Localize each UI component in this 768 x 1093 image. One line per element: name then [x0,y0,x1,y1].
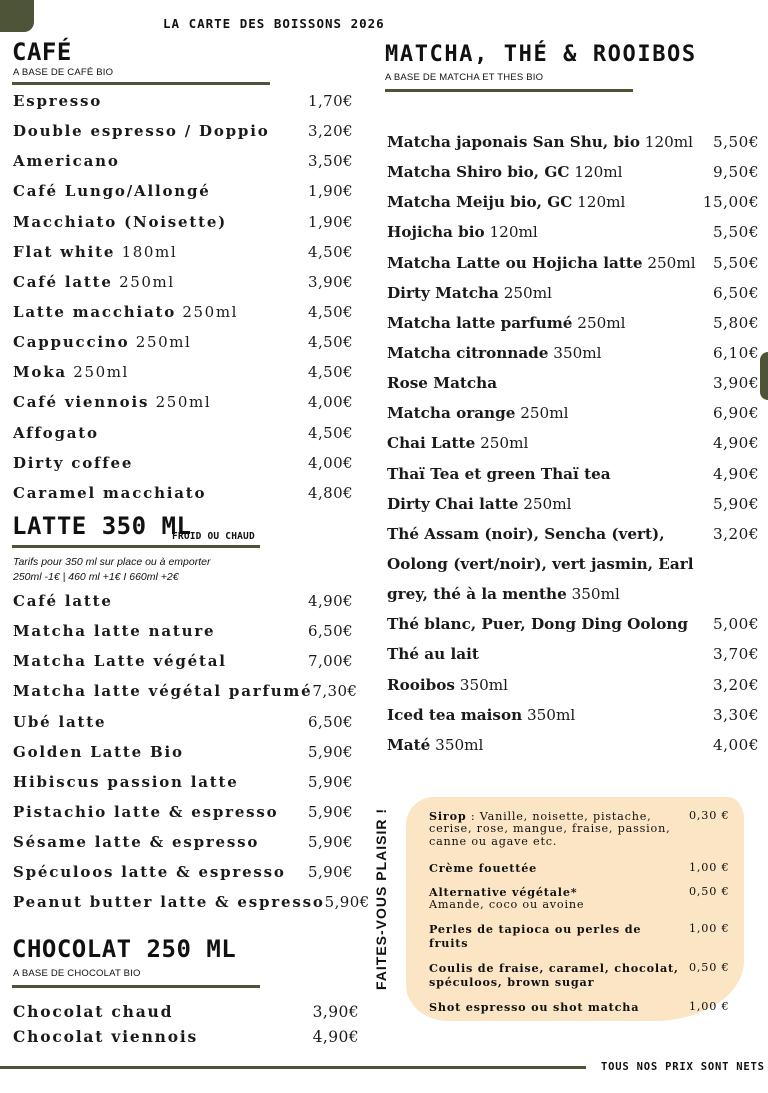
matcha-item-title: Rose Matcha [387,374,498,393]
matcha-item-price: 5,90€ [713,494,759,513]
cafe-item-title: Café viennois [13,393,150,412]
cafe-item-title: Latte macchiato [13,303,177,322]
matcha-item-title: Matcha citronnade [387,344,549,363]
matcha-item-size: 120ml [577,193,626,212]
latte-item-name [13,713,106,731]
matcha-item-name [387,404,568,422]
cafe-item [13,267,353,297]
matcha-item-size: 350ml [571,585,620,604]
cafe-item [13,237,353,267]
matcha-item-name [387,645,479,663]
extras-item-detail: : Vanille, noisette, pistache, cerise, rose, mangue, fraise, passion, canne ou agave etc. [429,810,671,848]
cafe-rule [12,82,270,85]
cafe-item-name [13,393,211,411]
extras-item-price: 0,50 € [689,884,730,898]
cafe-item [13,207,353,237]
cafe-item-name [13,424,99,442]
matcha-item-name [387,615,688,633]
latte-item-name [13,803,278,821]
matcha-item-price: 6,50€ [713,283,759,302]
matcha-item [387,519,759,549]
cafe-item-price: 4,00€ [308,393,353,412]
matcha-item-name [387,525,665,543]
matcha-item-name [387,676,508,694]
matcha-item [387,639,759,669]
cafe-item-price: 3,90€ [308,272,353,291]
extras-item-price: 1,00 € [689,922,730,936]
cafe-item-price: 1,70€ [308,92,353,111]
cafe-item-title: Double espresso / Doppio [13,122,270,141]
cafe-item [13,116,353,146]
latte-item-title: Matcha Latte végétal [13,652,227,671]
matcha-item-name [387,434,528,452]
matcha-item-name [387,736,483,754]
matcha-item-title: Chai Latte [387,434,476,453]
cafe-item-name [13,273,175,291]
matcha-item [387,549,759,579]
cafe-item [13,418,353,448]
cafe-item-price: 4,50€ [308,423,353,442]
cafe-item [13,478,353,508]
latte-item-name [13,743,184,761]
cafe-item [13,327,353,357]
cafe-subheading: A BASE DE CAFÉ BIO [13,67,114,78]
latte-item-title: Sésame latte & espresso [13,833,260,852]
latte-item-price: 5,90€ [324,893,370,912]
latte-item-name [13,652,227,670]
extras-item-name [429,810,679,848]
matcha-item [387,217,759,247]
extras-item-price: 0,50 € [689,961,730,975]
extras-list [429,810,749,1014]
cafe-item-title: Affogato [13,423,99,442]
matcha-item-size: 350ml [526,705,576,724]
matcha-item-size: 250ml [520,404,569,423]
matcha-item-price: 6,10€ [713,344,759,363]
matcha-item [387,248,759,278]
cafe-item-name [13,122,270,140]
cafe-item-size: 250ml [155,393,212,412]
matcha-item-title: Matcha japonais San Shu, bio [387,133,640,152]
matcha-item-size: 120ml [574,163,623,182]
matcha-item-title: Hojicha bio [387,223,485,242]
matcha-item-title: Matcha latte parfumé [387,313,573,332]
cafe-item-name [13,152,120,170]
matcha-item-title: Thé au lait [387,645,479,664]
matcha-item-price: 3,30€ [713,705,759,724]
latte-item [13,646,353,676]
cafe-item-title: Espresso [13,92,103,111]
matcha-item [387,157,759,187]
chocolat-item [13,1024,359,1049]
latte-item [13,857,353,887]
cafe-item-title: Dirty coffee [13,453,134,472]
latte-item-name [13,773,239,791]
extras-item-name [429,962,679,989]
cafe-item-size: 180ml [121,242,178,261]
cafe-item-price: 3,50€ [308,152,353,171]
extras-item-title: Shot espresso ou shot matcha [429,1000,640,1015]
latte-note [13,555,210,584]
cafe-item-title: Moka [13,363,67,382]
latte-item-title: Matcha latte végétal parfumé [13,682,313,701]
cafe-item-size: 250ml [119,272,175,291]
cafe-item-price: 4,50€ [308,363,353,382]
matcha-item [387,428,759,458]
matcha-item-title: Matcha Shiro bio, GC [387,163,570,182]
matcha-item-title: Thé Assam (noir), Sencha (vert), [387,524,665,543]
latte-item-title: Peanut butter latte & espresso [13,893,325,912]
cafe-item [13,297,353,327]
matcha-item-price: 5,50€ [713,253,759,272]
matcha-item [387,609,759,639]
matcha-item [387,368,759,398]
latte-item-price: 6,50€ [308,712,353,731]
chocolat-heading: CHOCOLAT 250 ML [12,935,237,963]
extras-item-title: Alternative végétale* [429,884,578,899]
latte-item-title: Ubé latte [13,712,107,731]
cafe-item [13,86,353,116]
extras-item [429,862,749,875]
extras-item [429,810,749,848]
chocolat-item-name [13,1027,198,1046]
matcha-item-size: 120ml [489,223,538,242]
matcha-item-price: 15,00€ [702,193,759,212]
latte-item [13,707,353,737]
latte-item [13,827,353,857]
chocolat-item [13,999,359,1024]
matcha-item-title: Dirty Matcha [387,283,499,302]
extras-item-price: 1,00 € [689,861,730,875]
footer-note: TOUS NOS PRIX SONT NETS [601,1061,765,1073]
chocolat-subheading: A BASE DE CHOCOLAT BIO [13,968,141,979]
latte-item-name [13,833,259,851]
matcha-item-price: 4,90€ [713,434,759,453]
matcha-item [387,730,759,760]
matcha-item-size: 250ml [647,253,696,272]
latte-item [13,616,353,646]
latte-item [13,767,353,797]
matcha-item-name [387,465,611,483]
latte-item-title: Matcha latte nature [13,622,216,641]
matcha-item-size: 250ml [480,434,529,453]
matcha-item-price: 9,50€ [713,163,759,182]
chocolat-item-title: Chocolat chaud [13,1002,174,1021]
extras-item-price: 0,30 € [689,809,730,822]
matcha-item-price: 3,90€ [713,374,759,393]
matcha-item [387,308,759,338]
matcha-item-title: Matcha Latte ou Hojicha latte [387,253,643,272]
matcha-item-name [387,706,575,724]
extras-item-price: 1,00 € [689,1000,730,1014]
matcha-item-title: Matcha Meiju bio, GC [387,193,573,212]
cafe-item-name [13,484,206,502]
cafe-heading: CAFÉ [12,38,72,66]
extras-item [429,886,749,912]
latte-item [13,586,353,616]
matcha-item-size: 250ml [577,313,626,332]
matcha-item [387,700,759,730]
cafe-item-title: Americano [13,152,120,171]
matcha-item-price: 3,20€ [713,675,759,694]
cafe-item-name [13,92,102,110]
matcha-item-price: 5,00€ [713,615,759,634]
chocolat-item-title: Chocolat viennois [13,1027,199,1046]
latte-note-line: Tarifs pour 350 ml sur place ou à emporter [13,556,211,568]
matcha-item-name [387,585,620,603]
latte-item-name [13,682,312,700]
matcha-item-name [387,163,623,181]
matcha-item-title: Dirty Chai latte [387,494,519,513]
matcha-item-price: 5,50€ [713,133,759,152]
cafe-item-price: 4,80€ [308,483,353,502]
matcha-item-title: Matcha orange [387,404,516,423]
latte-item-price: 4,90€ [308,592,353,611]
latte-item [13,887,370,917]
cafe-item-name [13,454,133,472]
latte-item-price: 7,30€ [312,682,358,701]
matcha-item-title: Thaï Tea et green Thaï tea [387,464,611,483]
extras-item [429,962,749,989]
cafe-item-size: 250ml [182,303,239,322]
cafe-item [13,387,353,417]
cafe-item-price: 4,50€ [308,242,353,261]
matcha-item-name [387,254,696,272]
cafe-item-title: Cappuccino [13,333,130,352]
latte-item-title: Spéculoos latte & espresso [13,863,286,882]
matcha-rule [385,89,633,92]
cafe-item-name [13,182,211,200]
matcha-item-price: 3,20€ [713,524,759,543]
matcha-item-name [387,133,693,151]
matcha-item-size: 350ml [459,675,509,694]
cafe-item-price: 4,50€ [308,303,353,322]
latte-item-price: 6,50€ [308,622,353,641]
matcha-item-price: 6,90€ [713,404,759,423]
cafe-item-price: 4,50€ [308,333,353,352]
matcha-item-name [387,193,625,211]
extras-item-title: Sirop [429,809,467,823]
corner-decoration [0,0,34,32]
extras-item-name [429,923,679,950]
cafe-item-name [13,213,227,231]
matcha-item [387,489,759,519]
latte-item-name [13,592,113,610]
matcha-item-title: Rooibos [387,675,455,694]
cafe-item-title: Macchiato (Noisette) [13,212,228,231]
cafe-item-title: Café latte [13,272,113,291]
extras-item [429,1001,749,1014]
matcha-item-price: 5,80€ [713,313,759,332]
extras-item-name [429,862,679,875]
cafe-item-title: Caramel macchiato [13,483,207,502]
matcha-item-price: 5,50€ [713,223,759,242]
chocolat-item-name [13,1002,173,1021]
matcha-list [387,127,759,760]
latte-item [13,797,353,827]
matcha-item [387,459,759,489]
latte-item-price: 5,90€ [308,833,353,852]
footer-rule [0,1066,586,1069]
latte-item [13,676,358,706]
extras-item-title: Perles de tapioca ou perles de fruits [429,922,642,950]
cafe-item-name [13,303,238,321]
matcha-item-name [387,374,497,392]
matcha-item [387,398,759,428]
cafe-item-size: 250ml [135,333,192,352]
latte-item-name [13,893,325,911]
cafe-item [13,448,353,478]
matcha-item-name [387,223,538,241]
matcha-item-size: 250ml [523,494,572,513]
cafe-item-title: Café Lungo/Allongé [13,182,211,201]
latte-item-price: 5,90€ [308,863,353,882]
extras-item-name [429,886,679,912]
latte-item-title: Café latte [13,592,113,611]
latte-item-title: Golden Latte Bio [13,742,184,761]
cafe-item-name [13,363,129,381]
matcha-item-name [387,495,571,513]
matcha-item-title: Maté [387,735,431,754]
latte-item-name [13,622,215,640]
matcha-item-price: 3,70€ [713,645,759,664]
chocolat-rule [12,985,260,988]
matcha-item-name [387,344,602,362]
matcha-item-title: Thé blanc, Puer, Dong Ding Oolong [387,615,689,634]
cafe-item-title: Flat white [13,242,116,261]
latte-rule [12,545,260,548]
matcha-item-name [387,555,693,573]
extras-item-title: Coulis de fraise, caramel, chocolat, spéculoos, brown sugar [429,961,679,989]
latte-item-name [13,863,286,881]
matcha-item [387,127,759,157]
chocolat-item-price: 4,90€ [312,1027,359,1046]
cafe-item [13,146,353,176]
latte-list [13,586,370,918]
latte-item-title: Hibiscus passion latte [13,772,239,791]
matcha-item-price: 4,90€ [713,464,759,483]
side-tab-decoration [760,352,768,400]
chocolat-list [13,999,359,1049]
latte-heading: LATTE 350 ML [12,512,192,540]
cafe-item-price: 3,20€ [308,122,353,141]
cafe-item-price: 1,90€ [308,212,353,231]
extras-item [429,923,749,950]
matcha-heading: MATCHA, THÉ & ROOIBOS [385,42,697,67]
chocolat-item-price: 3,90€ [312,1002,359,1021]
cafe-item [13,176,353,206]
matcha-item [387,670,759,700]
extras-label: FAITES-VOUS PLAISIR ! [373,807,389,990]
extras-item-name [429,1001,679,1014]
cafe-item-size: 250ml [73,363,129,382]
cafe-item-name [13,243,177,261]
matcha-item-title: Oolong (vert/noir), vert jasmin, Earl [387,555,694,574]
latte-item-title: Pistachio latte & espresso [13,803,279,822]
matcha-item-size: 350ml [435,735,484,754]
matcha-item-size: 350ml [553,344,602,363]
latte-subheading: FROID OU CHAUD [172,531,255,542]
latte-item-price: 5,90€ [308,803,353,822]
cafe-list [13,86,353,508]
matcha-item [387,187,759,217]
matcha-item-title: Iced tea maison [387,705,523,724]
cafe-item-price: 1,90€ [308,182,353,201]
matcha-item-title: grey, thé à la menthe [387,585,567,604]
matcha-item-name [387,284,552,302]
matcha-item [387,338,759,368]
menu-title: LA CARTE DES BOISSONS 2026 [163,16,385,31]
cafe-item [13,357,353,387]
latte-note-line: 250ml -1€ | 460 ml +1€ I 660ml +2€ [13,570,179,583]
latte-item [13,737,353,767]
matcha-item-size: 120ml [644,133,694,152]
extras-item-title: Crème fouettée [429,861,538,876]
latte-item-price: 5,90€ [308,742,353,761]
matcha-item [387,278,759,308]
matcha-item-size: 250ml [503,283,552,302]
matcha-item-name [387,314,626,332]
cafe-item-name [13,333,191,351]
matcha-item [387,579,759,609]
cafe-item-price: 4,00€ [308,453,353,472]
matcha-subheading: A BASE DE MATCHA ET THES BIO [385,72,544,83]
latte-item-price: 7,00€ [308,652,353,671]
extras-item-detail: Amande, coco ou avoine [429,898,585,912]
latte-item-price: 5,90€ [308,772,353,791]
matcha-item-price: 4,00€ [713,735,759,754]
